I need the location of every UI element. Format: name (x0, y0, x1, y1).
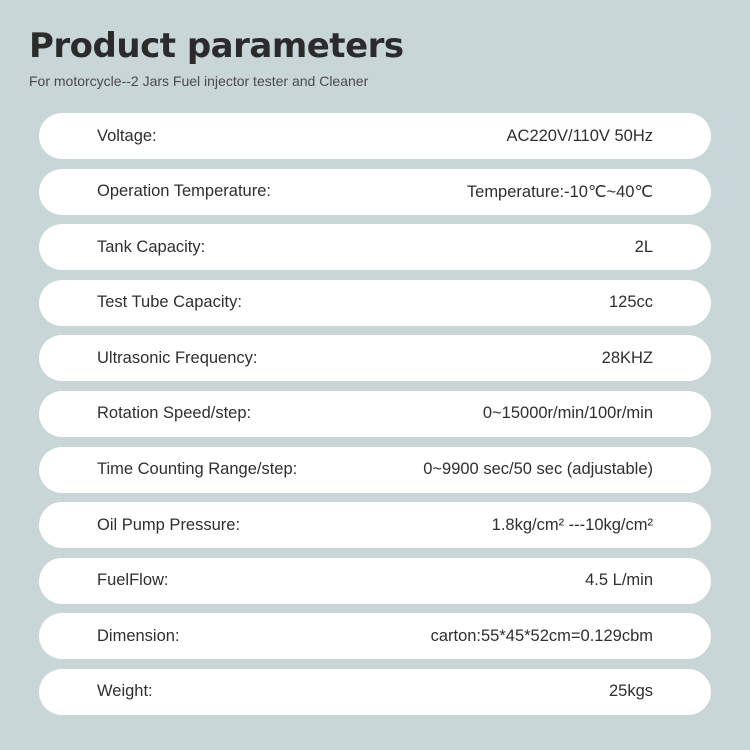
param-label: Time Counting Range/step: (97, 460, 298, 479)
param-value: carton:55*45*52cm=0.129cbm (430, 626, 653, 645)
param-label: Voltage: (97, 126, 157, 145)
param-label: FuelFlow: (97, 571, 169, 590)
param-label: Ultrasonic Frequency: (97, 348, 258, 367)
param-value: 28KHZ (601, 348, 653, 367)
param-row-voltage (39, 113, 711, 159)
param-row-fuel-flow (39, 558, 711, 604)
param-label: Rotation Speed/step: (97, 404, 252, 423)
param-row-operation-temperature (39, 169, 711, 215)
param-label: Oil Pump Pressure: (97, 515, 241, 534)
param-value: Temperature:-10℃~40℃ (466, 182, 653, 201)
page-subtitle: For motorcycle--2 Jars Fuel injector tester and Cleaner (29, 73, 369, 89)
param-label: Tank Capacity: (97, 237, 206, 256)
param-value: 0~15000r/min/100r/min (482, 404, 653, 423)
parameter-list (39, 113, 711, 725)
param-row-ultrasonic-frequency (39, 335, 711, 381)
param-row-time-counting-range (39, 447, 711, 493)
page-title: Product parameters (29, 26, 404, 66)
param-value: AC220V/110V 50Hz (506, 126, 653, 145)
param-row-tank-capacity (39, 224, 711, 270)
param-label: Weight: (97, 682, 153, 701)
param-label: Operation Temperature: (97, 182, 271, 201)
param-value: 25kgs (608, 682, 653, 701)
param-value: 2L (634, 237, 653, 256)
header (29, 24, 404, 90)
param-value: 1.8kg/cm² ---10kg/cm² (491, 515, 653, 534)
param-label: Dimension: (97, 626, 180, 645)
param-value: 0~9900 sec/50 sec (adjustable) (423, 460, 653, 479)
param-row-weight (39, 669, 711, 715)
param-row-test-tube-capacity (39, 280, 711, 326)
param-value: 4.5 L/min (585, 571, 653, 590)
param-row-oil-pump-pressure (39, 502, 711, 548)
param-row-dimension (39, 613, 711, 659)
param-label: Test Tube Capacity: (97, 293, 242, 312)
param-row-rotation-speed (39, 391, 711, 437)
param-value: 125cc (608, 293, 653, 312)
